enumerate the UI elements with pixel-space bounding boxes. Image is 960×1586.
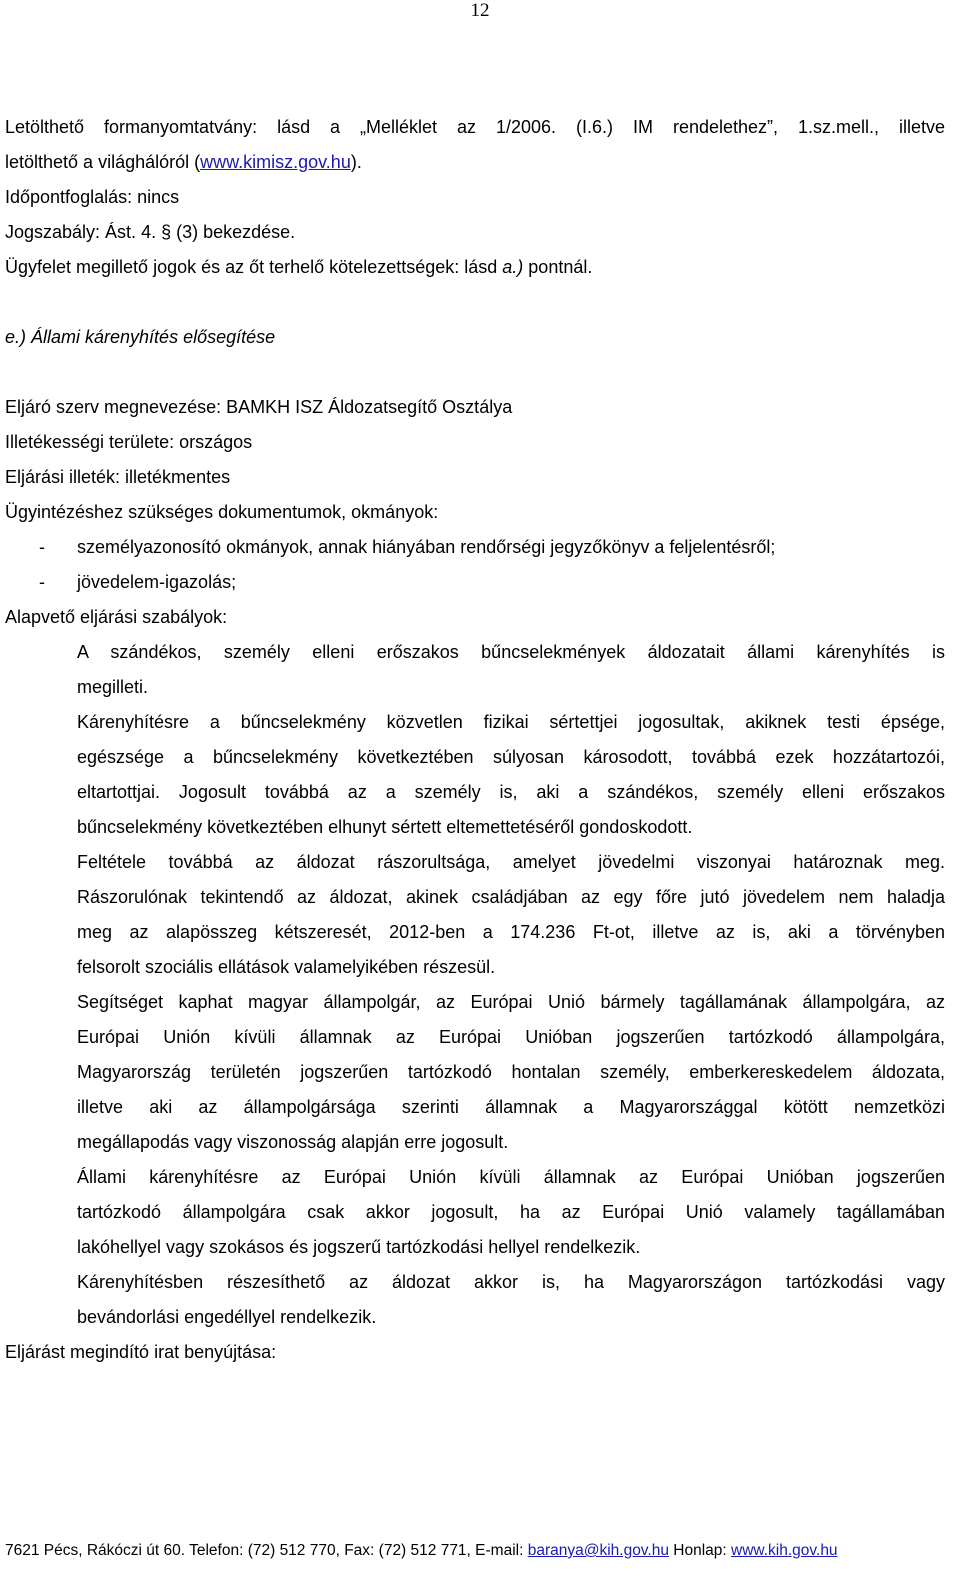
doc-item [5, 565, 945, 600]
paragraph-line: Segítséget kaphat magyar állampolgár, az Európai Unió bármely tagállamának állampolgára, az [77, 992, 945, 1012]
paragraph-line: Magyarország területén jogszerűen tartózkodó hontalan személy, emberkereskedelem áldozata, [77, 1062, 945, 1082]
paragraph-line: illetve aki az állampolgársága szerinti államnak a Magyarországgal kötött nemzetközi [77, 1097, 945, 1117]
rules-body [5, 635, 945, 1370]
paragraph-line: eltartottjai. Jogosult továbbá az a személy is, aki a szándékos, személy elleni erőszakos [77, 782, 945, 802]
rules-heading: Alapvető eljárási szabályok: [5, 607, 228, 627]
booking-line: Időpontfoglalás: nincs [5, 187, 180, 207]
footer-homepage-link[interactable]: www.kih.gov.hu [731, 1542, 838, 1559]
paragraph-3 [5, 845, 945, 985]
paragraph-5 [5, 1160, 945, 1265]
intro-line-download-end: ). [350, 152, 362, 172]
footer-address: 7621 Pécs, Rákóczi út 60. Telefon: (72) 512 770, Fax: (72) 512 771, E-mail: [5, 1542, 528, 1559]
section-title: e.) Állami kárenyhítés elősegítése [5, 327, 276, 347]
paragraph-line: megilleti. [77, 677, 149, 697]
intro-line-form: Letölthető formanyomtatvány: lásd a „Melléklet az 1/2006. (I.6.) IM rendelethez”, 1.sz.mell., illetve [5, 117, 945, 137]
rights-ref: a.) [502, 257, 524, 277]
closing-line: Eljárást megindító irat benyújtása: [5, 1342, 277, 1362]
rights-line [5, 250, 945, 285]
section-title-block [5, 320, 945, 355]
fee-line: Eljárási illeték: illetékmentes [5, 467, 231, 487]
paragraph-line: Feltétele továbbá az áldozat rászorultsága, amelyet jövedelmi viszonyai határoznak meg. [77, 852, 945, 872]
kimisz-link[interactable]: www.kimisz.gov.hu [200, 152, 351, 172]
bullet-dash: - [39, 572, 45, 592]
intro-block [5, 110, 945, 285]
intro-line-download-text: letölthető a világhálóról ( [5, 152, 201, 172]
paragraph-line: bűncselekmény következtében elhunyt sértett eltemettetéséről gondoskodott. [77, 817, 693, 837]
bullet-dash: - [39, 537, 45, 557]
paragraph-2 [5, 705, 945, 845]
paragraph-line: megállapodás vagy viszonosság alapján erre jogosult. [77, 1132, 509, 1152]
intro-line-download [5, 145, 945, 180]
paragraph-4 [5, 985, 945, 1160]
jurisdiction-line: Illetékességi területe: országos [5, 432, 253, 452]
doc-item-text: személyazonosító okmányok, annak hiányában rendőrségi jegyzőkönyv a feljelentésről; [77, 537, 776, 557]
law-line: Jogszabály: Ást. 4. § (3) bekezdése. [5, 222, 296, 242]
doc-item [5, 530, 945, 565]
paragraph-line: meg az alapösszeg kétszeresét, 2012-ben a 174.236 Ft-ot, illetve az is, aki a törvényben [77, 922, 945, 942]
paragraph-1 [5, 635, 945, 705]
footer-homepage-label: Honlap: [668, 1542, 732, 1559]
rights-text-end: pontnál. [523, 257, 593, 277]
paragraph-line: Rászorulónak tekintendő az áldozat, akinek családjában az egy főre jutó jövedelem nem haladja [77, 887, 945, 907]
paragraph-line: Kárenyhítésben részesíthető az áldozat akkor is, ha Magyarországon tartózkodási vagy [77, 1272, 945, 1292]
meta-block [5, 390, 945, 635]
doc-item-text: jövedelem-igazolás; [77, 572, 237, 592]
page-number: 12 [470, 0, 490, 21]
paragraph-line: bevándorlási engedéllyel rendelkezik. [77, 1307, 377, 1327]
paragraph-line: A szándékos, személy elleni erőszakos bűncselekmények áldozatait állami kárenyhítés is [77, 642, 945, 662]
docs-heading: Ügyintézéshez szükséges dokumentumok, okmányok: [5, 502, 439, 522]
paragraph-line: lakóhellyel vagy szokásos és jogszerű tartózkodási hellyel rendelkezik. [77, 1237, 641, 1257]
page-footer [5, 1540, 955, 1562]
footer-email-link[interactable]: baranya@kih.gov.hu [527, 1542, 669, 1559]
paragraph-line: egészsége a bűncselekmény következtében súlyosan károsodott, továbbá ezek hozzátartozói, [77, 747, 945, 767]
paragraph-6 [5, 1265, 945, 1335]
paragraph-line: Európai Unión kívüli államnak az Európai Unióban jogszerűen tartózkodó állampolgára, [77, 1027, 945, 1047]
paragraph-line: felsorolt szociális ellátások valamelyikében részesül. [77, 957, 496, 977]
authority-line: Eljáró szerv megnevezése: BAMKH ISZ Áldozatsegítő Osztálya [5, 397, 513, 417]
rights-text: Ügyfelet megillető jogok és az őt terhelő kötelezettségek: lásd [5, 257, 503, 277]
paragraph-line: Kárenyhítésre a bűncselekmény közvetlen fizikai sértettjei jogosultak, akiknek testi épsége, [77, 712, 945, 732]
paragraph-line: tartózkodó állampolgára csak akkor jogosult, ha az Európai Unió valamely tagállamában [77, 1202, 945, 1222]
paragraph-line: Állami kárenyhítésre az Európai Unión kívüli államnak az Európai Unióban jogszerűen [77, 1167, 945, 1187]
